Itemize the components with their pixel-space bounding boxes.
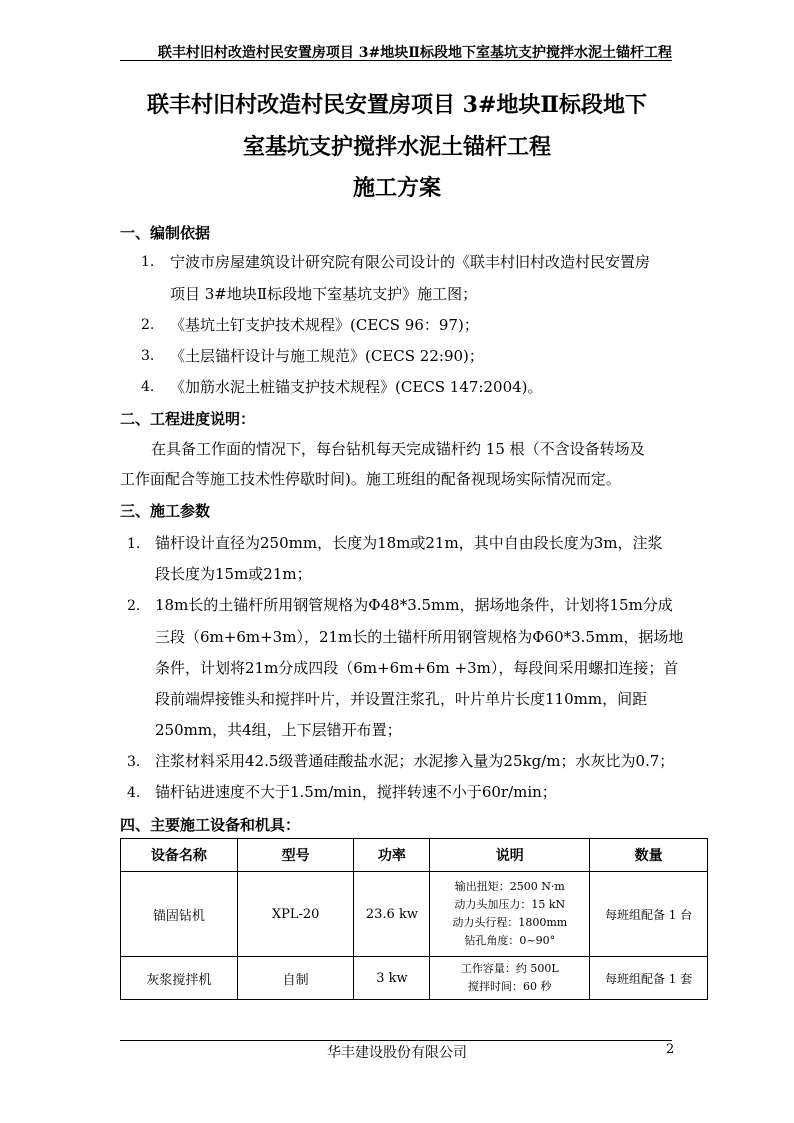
param-item-number: 4. bbox=[127, 785, 141, 801]
basis-item-text: 宁波市房屋建筑设计研究院有限公司设计的《联丰村旧村改造村民安置房 bbox=[170, 253, 651, 271]
table-row bbox=[121, 872, 708, 957]
description-line: 动力头行程：1800mm bbox=[452, 916, 568, 929]
equipment-power-cell: 3 kw bbox=[354, 957, 430, 1000]
column-header-model: 型号 bbox=[237, 839, 354, 872]
equipment-model-cell: 自制 bbox=[237, 957, 354, 1000]
param-item-text: 锚杆钻进速度不大于1.5m/min，搅拌转速不小于60r/min； bbox=[155, 783, 557, 801]
basis-item-number: 4. bbox=[141, 379, 155, 395]
doc-title-line-2: 室基坑支护搅拌水泥土锚杆工程 bbox=[242, 134, 551, 160]
table-row bbox=[121, 957, 708, 1000]
param-item-text: 锚杆设计直径为250mm，长度为18m或21m，其中自由段长度为3m，注浆 bbox=[155, 534, 663, 552]
param-item-text-cont: 三段（6m+6m+3m），21m长的土锚杆所用钢管规格为Φ60*3.5mm，据场地 bbox=[155, 628, 684, 646]
param-item-text-cont: 250mm，共4组，上下层错开布置； bbox=[155, 721, 402, 739]
param-item-text-cont: 段长度为15m或21m； bbox=[155, 565, 312, 583]
equipment-description-cell bbox=[430, 957, 590, 1000]
column-header-power: 功率 bbox=[354, 839, 430, 872]
param-item-text: 注浆材料采用42.5级普通硅酸盐水泥；水泥掺入量为25kg/m；水灰比为0.7； bbox=[155, 752, 675, 770]
doc-title-line-3: 施工方案 bbox=[352, 175, 441, 201]
param-item-text-cont: 条件，计划将21m分成四段（6m+6m+6m +3m），每段间采用螺扣连接；首 bbox=[155, 659, 679, 677]
footer-rule bbox=[120, 1040, 672, 1041]
column-header-quantity: 数量 bbox=[590, 839, 708, 872]
basis-item-text: 《加筋水泥土桩锚支护技术规程》(CECS 147:2004)。 bbox=[170, 378, 543, 396]
basis-item-text: 《土层锚杆设计与施工规范》(CECS 22:90)； bbox=[170, 347, 484, 365]
progress-text: 在具备工作面的情况下，每台钻机每天完成锚杆约 15 根（不含设备转场及 bbox=[151, 440, 645, 458]
basis-item-text: 《基坑土钉支护技术规程》(CECS 96：97)； bbox=[170, 316, 479, 334]
param-item-number: 2. bbox=[127, 598, 141, 614]
column-header-name: 设备名称 bbox=[121, 839, 238, 872]
equipment-quantity-cell: 每班组配备 1 套 bbox=[590, 957, 708, 1000]
param-item-text-cont: 段前端焊接锥头和搅拌叶片，并设置注浆孔，叶片单片长度110mm，间距 bbox=[155, 690, 648, 708]
basis-item-number: 2. bbox=[141, 317, 155, 333]
footer-company: 华丰建设股份有限公司 bbox=[327, 1045, 467, 1061]
description-line: 钻孔角度：0~90° bbox=[464, 934, 556, 947]
progress-text-cont: 工作面配合等施工技术性停歇时间)。施工班组的配备视现场实际情况而定。 bbox=[120, 470, 621, 488]
description-line: 工作容量：约 500L bbox=[460, 962, 559, 975]
doc-title-line-1: 联丰村旧村改造村民安置房项目 3#地块Ⅱ标段地下 bbox=[147, 92, 647, 118]
basis-item-number: 3. bbox=[141, 348, 155, 364]
param-item-number: 1. bbox=[127, 536, 141, 552]
section-heading-params: 三、施工参数 bbox=[120, 502, 211, 520]
description-line: 搅拌时间：60 秒 bbox=[468, 980, 552, 993]
running-header: 联丰村旧村改造村民安置房项目 3#地块Ⅱ标段地下室基坑支护搅拌水泥土锚杆工程 bbox=[157, 45, 672, 61]
equipment-description-cell bbox=[430, 872, 590, 957]
equipment-name-cell: 锚固钻机 bbox=[121, 872, 238, 957]
param-item-number: 3. bbox=[127, 754, 141, 770]
header-rule bbox=[120, 60, 672, 61]
equipment-quantity-cell: 每班组配备 1 台 bbox=[590, 872, 708, 957]
description-line: 动力头加压力：15 kN bbox=[454, 898, 566, 911]
section-heading-basis: 一、编制依据 bbox=[120, 224, 211, 242]
section-heading-progress: 二、工程进度说明： bbox=[120, 410, 256, 428]
page-number: 2 bbox=[666, 1042, 675, 1057]
param-item-text: 18m长的土锚杆所用钢管规格为Φ48*3.5mm，据场地条件，计划将15m分成 bbox=[155, 596, 673, 614]
column-header-description: 说明 bbox=[430, 839, 590, 872]
equipment-power-cell: 23.6 kw bbox=[354, 872, 430, 957]
equipment-table bbox=[120, 838, 708, 1000]
description-line: 输出扭矩：2500 N·m bbox=[454, 880, 565, 893]
basis-item-text-cont: 项目 3#地块Ⅱ标段地下室基坑支护》施工图； bbox=[170, 285, 478, 303]
basis-item-number: 1. bbox=[141, 254, 155, 270]
table-header-row bbox=[121, 839, 708, 872]
equipment-name-cell: 灰浆搅拌机 bbox=[121, 957, 238, 1000]
equipment-model-cell: XPL-20 bbox=[237, 872, 354, 957]
section-heading-equipment: 四、主要施工设备和机具： bbox=[120, 816, 301, 834]
